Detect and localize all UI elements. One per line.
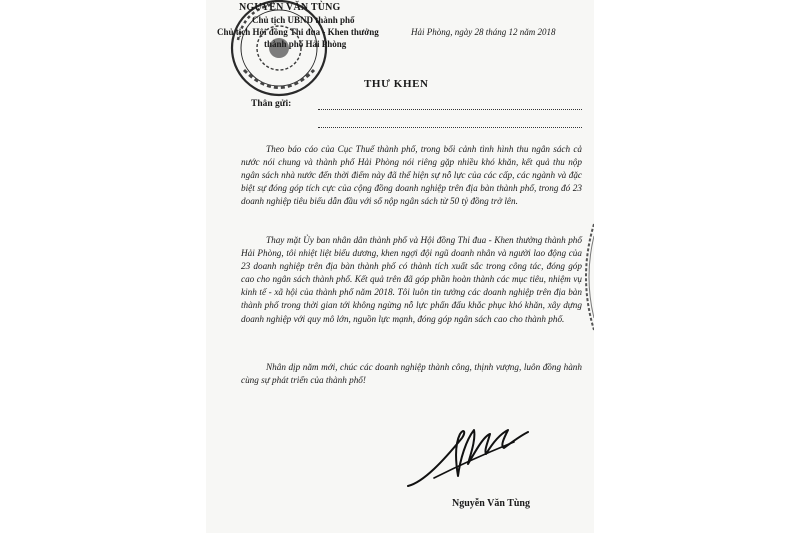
recipient-blank-line <box>318 109 582 110</box>
header-role-line-2: Chủ tịch Hội đồng Thi đua - Khen thưởng <box>217 27 379 37</box>
header-role-line-1: Chủ tịch UBND thành phố <box>252 15 355 25</box>
partial-seal-icon <box>576 222 594 332</box>
recipient-blank-line <box>318 127 582 128</box>
recipient-label: Thân gửi: <box>251 99 292 109</box>
letter-title: THƯ KHEN <box>364 78 429 90</box>
letter-date: Hải Phòng, ngày 28 tháng 12 năm 2018 <box>411 27 556 37</box>
header-role-line-3: thành phố Hải Phòng <box>264 39 347 49</box>
handwritten-signature-icon <box>404 420 534 495</box>
body-paragraph: Thay mặt Ủy ban nhân dân thành phố và Hội đồng Thi đua - Khen thưởng thành phố Hải Phòng, tôi nhiệt liệt biểu dương, khen ngợi đội ngũ doanh nhân và người lao động của 23 doanh nghiệp trên địa bàn thành phố có thành tích xuất sắc trong công tác, đóng góp cao cho ngân sách thành phố. Kết quả trên đã góp phần hoàn thành các mục tiêu, nhiệm vụ kinh tế - xã hội của thành phố năm 2018. Tôi luôn tin tưởng các doanh nghiệp trên địa bàn thành phố trong thời gian tới không ngừng nỗ lực phấn đấu khắc phục khó khăn, xây dựng doanh nghiệp với quy mô lớn, nguồn lực mạnh, đóng góp ngân sách cao cho thành phố. <box>241 235 582 324</box>
body-paragraph: Theo báo cáo của Cục Thuế thành phố, trong bối cảnh tình hình thu ngân sách cả nước nói chung và thành phố Hải Phòng nói riêng gặp nhiều khó khăn, kết quả thu nộp ngân sách nhà nước đến thời điểm này đã thể hiện sự nỗ lực của các cấp, các ngành và đặc biệt sự đóng góp tích cực của cộng đồng doanh nghiệp trên địa bàn thành phố, trong đó 23 doanh nghiệp tiêu biểu dẫn đầu với số nộp ngân sách từ 50 tỷ đồng trở lên. <box>241 144 582 207</box>
body-paragraph: Nhân dịp năm mới, chúc các doanh nghiệp thành công, thịnh vượng, luôn đồng hành cùng sự phát triển của thành phố! <box>241 362 582 386</box>
footer-signer-name: Nguyễn Văn Tùng <box>452 498 530 509</box>
header-signer-name: NGUYỄN VĂN TÙNG <box>239 2 341 13</box>
